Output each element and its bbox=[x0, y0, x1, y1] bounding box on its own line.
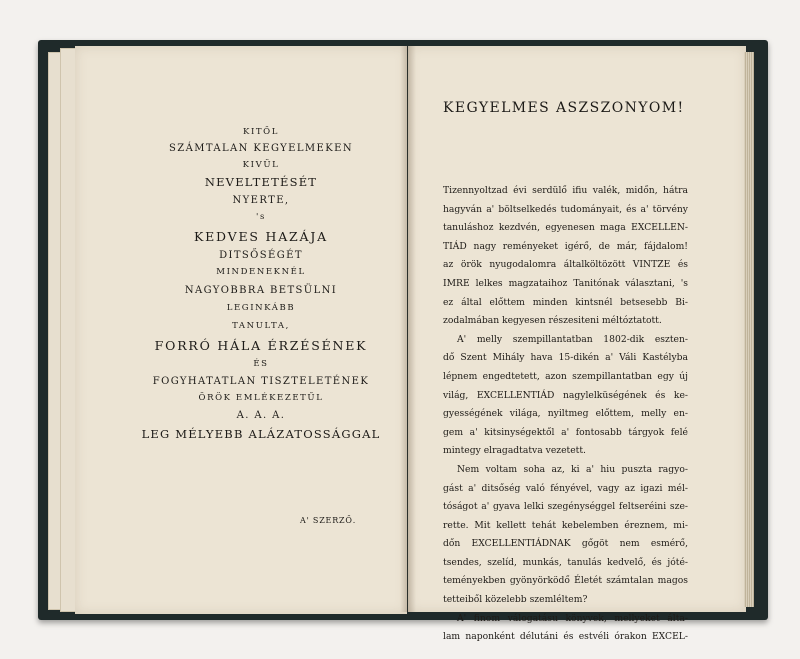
dedication-line: KIVÜL bbox=[242, 160, 280, 170]
body-line: tanuláshoz kezdvén, egyenesen maga EXCELLEN- bbox=[443, 222, 688, 234]
dedication-line: LEGINKÁBB bbox=[226, 303, 296, 313]
dedication-line: KEDVES HAZÁJA bbox=[193, 229, 329, 244]
body-line: teményekben gyönyörködő Életét számtalan magos bbox=[443, 575, 688, 587]
body-line: tetteiből közelebb szemléltem? bbox=[443, 594, 588, 606]
dedication-line: A. A. A. bbox=[236, 410, 286, 421]
body-line: zodalmában kegyesen részesiteni méltóztatott. bbox=[443, 315, 662, 327]
body-line: Tizennyoltzad évi serdülő ifiu valék, midőn, hátra bbox=[443, 185, 688, 196]
dedication-line: DITSŐSÉGÉT bbox=[219, 250, 303, 261]
dedication-line: KITŐL bbox=[243, 127, 279, 137]
dedication-line: ÖRÖK EMLÉKEZETŰL bbox=[198, 393, 324, 403]
body-line: lam naponként délutáni és estvéli órakon EXCEL- bbox=[443, 631, 688, 643]
dedication-line: MINDENEKNÉL bbox=[216, 267, 306, 277]
body-line: dő Szent Mihály hava 15-dikén a' Váli Kastélyba bbox=[443, 352, 688, 364]
body-line: az örök nyugodalomra általköltözött VINTZE és bbox=[443, 259, 688, 271]
body-line: IMRE lelkes magzataihoz Tanitónak választani, 's bbox=[443, 277, 688, 289]
dedication-line: FOGYHATATLAN TISZTELETÉNEK bbox=[152, 376, 370, 387]
dedication-line: NYERTE, bbox=[232, 195, 290, 206]
letter-body bbox=[443, 182, 688, 647]
body-line: mintegy elragadtatva vezetett. bbox=[443, 445, 586, 457]
body-line: lépnem engedtetett, azon szempillantatban egy új bbox=[443, 370, 688, 382]
dedication-line: FORRÓ HÁLA ÉRZÉSÉNEK bbox=[154, 338, 368, 353]
dedication-line: TANULTA, bbox=[232, 321, 290, 331]
dedication-line: NAGYOBBRA BETSÜLNI bbox=[184, 285, 338, 296]
dedication-line: 's bbox=[256, 212, 266, 222]
body-line: rette. Mit kellett tehát kebelemben éreznem, mi- bbox=[443, 519, 688, 531]
dedication-line: LEG MÉLYEBB ALÁZATOSSÁGGAL bbox=[141, 427, 381, 441]
body-line: TIÁD nagy reményeket igérő, de már, fájdalom! bbox=[443, 240, 688, 252]
right-page-edge bbox=[744, 52, 754, 607]
book-gutter bbox=[400, 46, 416, 612]
dedication-line: NEVELTETÉSÉT bbox=[204, 175, 318, 189]
body-line: gem a' kitsinységektől a' fontosabb tárgyok felé bbox=[443, 426, 688, 438]
body-line: Nem voltam soha az, ki a' hiu puszta ragyo- bbox=[457, 463, 688, 475]
dedication-line: SZÁMTALAN KEGYELMEKEN bbox=[169, 143, 353, 154]
dedication-line: ÉS bbox=[253, 359, 269, 369]
body-line: tóságot a' gyava lelki szegénységgel feltseréini sze- bbox=[443, 501, 688, 513]
body-line: A' finom válogatásu könyvek, mellyeket álta- bbox=[457, 612, 688, 624]
body-line: gyességének világa, nyiltmeg előttem, melly en- bbox=[443, 408, 688, 420]
body-line: ez által előttem minden kintsnél betsesebb Bi- bbox=[443, 296, 688, 308]
body-line: hagyván a' böltselkedés tudományait, és a' törvény bbox=[443, 203, 688, 215]
body-line: világ, EXCELLENTIÁD nagylelküségének és ke- bbox=[443, 389, 688, 401]
author-signature: A' SZERZŐ. bbox=[300, 516, 357, 525]
body-line: tsendes, szelíd, munkás, tanulás kedvelő, és jóté- bbox=[443, 556, 688, 568]
body-line: dőn EXCELLENTIÁDNAK gőgöt nem esmérő, bbox=[443, 538, 688, 550]
body-line: gást a' ditsőség való fényével, vagy az igazi mél- bbox=[443, 482, 688, 494]
page-heading: KEGYELMES ASZSZONYOM! bbox=[443, 100, 685, 116]
body-line: A' melly szempillantatban 1802-dik eszten- bbox=[457, 333, 688, 345]
dedication-block bbox=[140, 127, 382, 441]
